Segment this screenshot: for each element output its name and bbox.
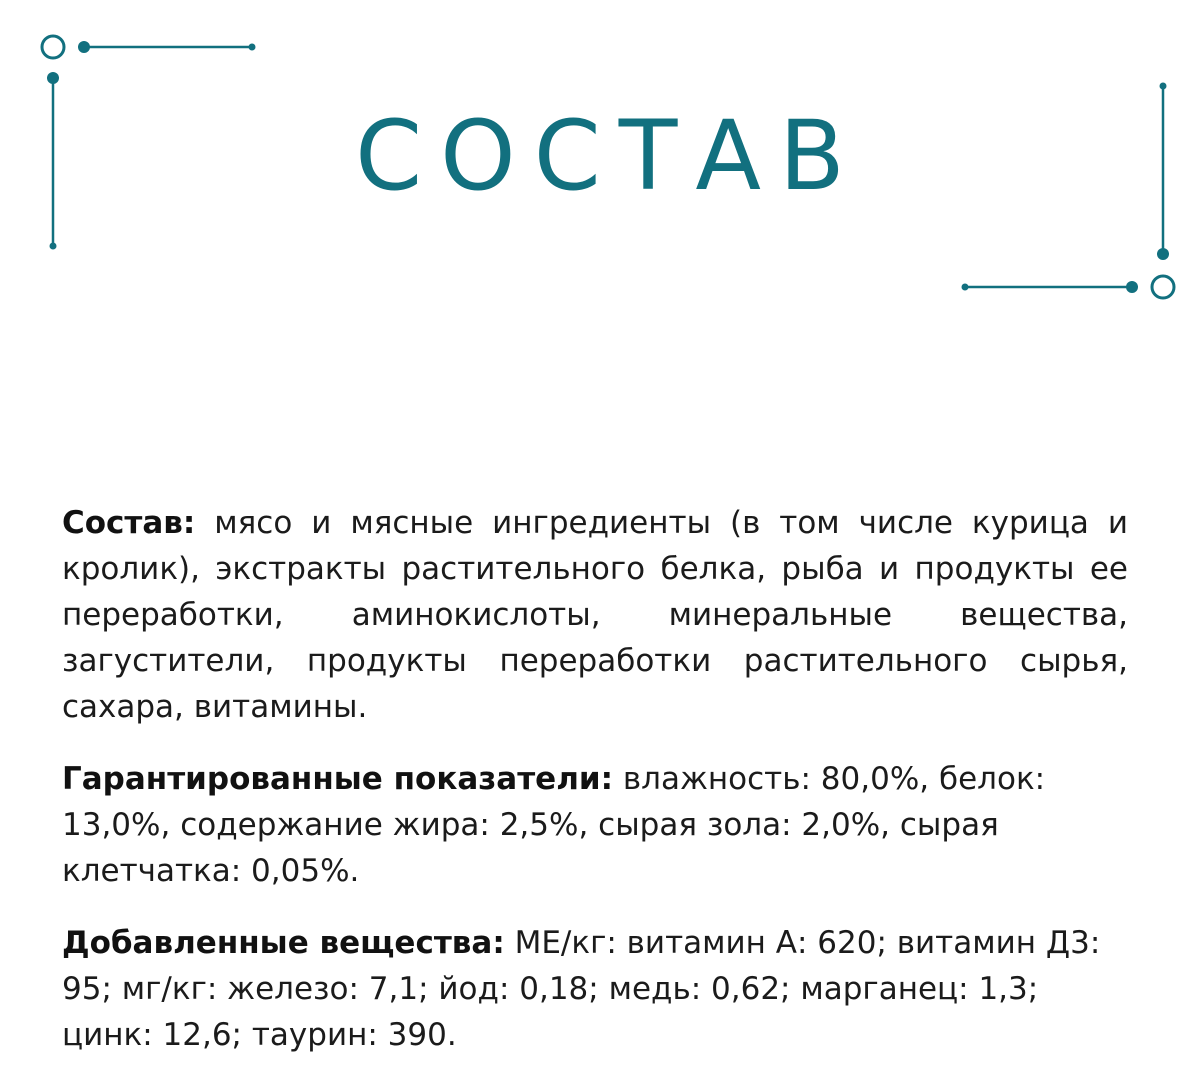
composition-label: Состав: xyxy=(62,505,196,541)
guaranteed-label: Гарантированные показатели: xyxy=(62,761,614,797)
composition-text: мясо и мясные ингредиенты (в том числе курица и кролик), экстракты растительного белка, рыба и продукты ее переработки, аминокислоты, минеральные вещества, загустители, продукты переработки растительного сырья, сахара, витамины. xyxy=(62,505,1128,725)
composition-content xyxy=(62,500,1128,1084)
guaranteed-paragraph xyxy=(62,756,1128,894)
additives-label: Добавленные вещества: xyxy=(62,925,505,961)
page-title: СОСТАВ xyxy=(355,100,863,212)
composition-paragraph xyxy=(62,500,1128,730)
guaranteed-text: влажность: 80,0%, белок: 13,0%, содержание жира: 2,5%, сырая зола: 2,0%, сырая клетчатка: 0,05%. xyxy=(62,761,1046,889)
additives-paragraph xyxy=(62,920,1128,1058)
additives-text: МЕ/кг: витамин А: 620; витамин Д3: 95; мг/кг: железо: 7,1; йод: 0,18; медь: 0,62; марганец: 1,3; цинк: 12,6; таурин: 390. xyxy=(62,925,1101,1053)
bottom-right-ring-icon xyxy=(1152,276,1174,298)
top-left-ring-icon xyxy=(42,36,64,58)
